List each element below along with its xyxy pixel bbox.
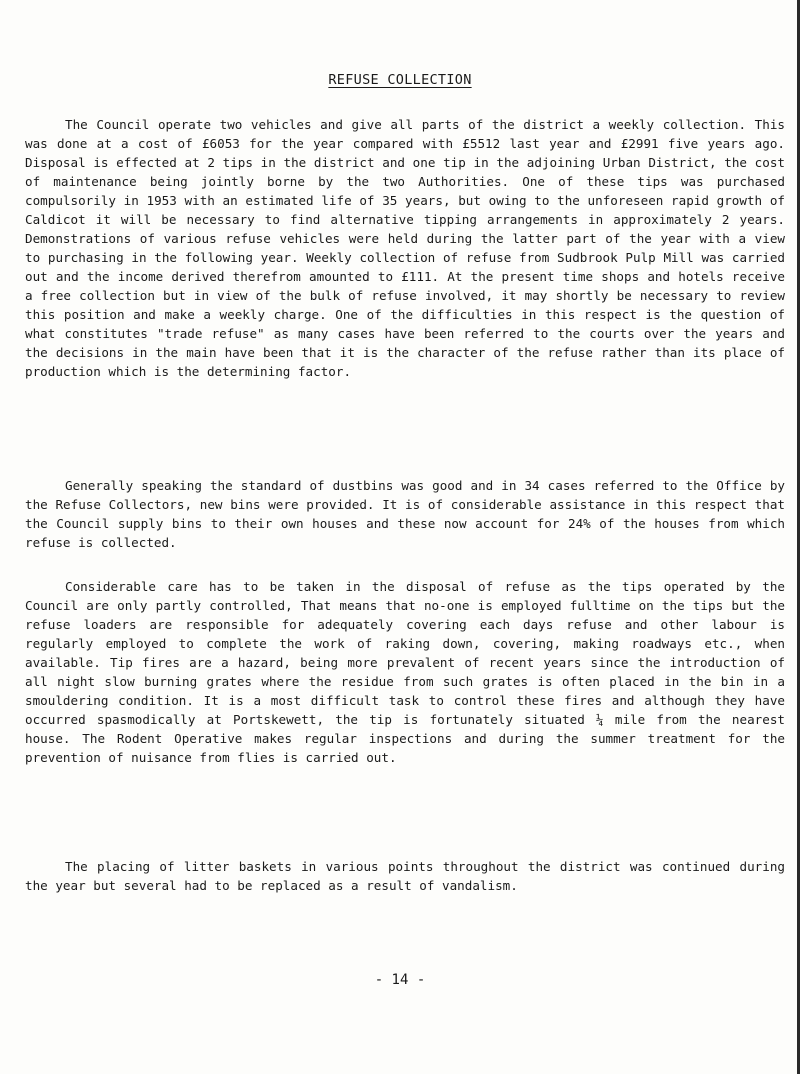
- paragraph-litter-baskets: The placing of litter baskets in various points throughout the district was continued during the year but several had to be replaced as a result of vandalism.: [25, 859, 785, 893]
- paragraph-collection-costs: The Council operate two vehicles and give all parts of the district a weekly collection. This was done at a cost of £6053 for the year compared with £5512 last year and £2991 five years ago. Disposal is effected at 2 tips in the district and one tip in the adjoining Urban District, the cost of maintenance being jointly borne by the two Authorities. One of these tips was purchased compulsorily in 1953 with an estimated life of 35 years, but owing to the unforeseen rapid growth of Caldicot it will be necessary to find alternative tipping arrangements in approximately 2 years. Demonstrations of various refuse vehicles were held during the latter part of the year with a view to purchasing in the following year. Weekly collection of refuse from Sudbrook Pulp Mill was carried out and the income derived therefrom amounted to £111. At the present time shops and hotels receive a free collection but in view of the bulk of refuse involved, it may shortly be necessary to review this position and make a weekly charge. One of the difficulties in this respect is the question of what constitutes "trade refuse" as many cases have been referred to the courts over the years and the decisions in the main have been that it is the character of the refuse rather than its place of production which is the determining factor.: [25, 117, 785, 379]
- paragraph-dustbins: Generally speaking the standard of dustbins was good and in 34 cases referred to the Office by the Refuse Collectors, new bins were provided. It is of considerable assistance in this respect that the Council supply bins to their own houses and these now account for 24% of the houses from which refuse is collected.: [25, 478, 785, 550]
- page-number: - 14 -: [374, 972, 426, 988]
- section-heading: [0, 72, 800, 88]
- section-heading-text: REFUSE COLLECTION: [328, 72, 472, 88]
- paragraph-refuse-disposal: Considerable care has to be taken in the disposal of refuse as the tips operated by the Council are only partly controlled, That means that no-one is employed fulltime on the tips but the refuse loaders are responsible for adequately covering each days refuse and other labour is regularly employed to complete the work of raking down, covering, making roadways etc., when available. Tip fires are a hazard, being more prevalent of recent years since the introduction of all night slow burning grates where the residue from such grates is often placed in the bin in a smouldering condition. It is a most difficult task to control these fires and although they have occurred spasmodically at Portskewett, the tip is fortunately situated ¼ mile from the nearest house. The Rodent Operative makes regular inspections and during the summer treatment for the prevention of nuisance from flies is carried out.: [25, 579, 785, 765]
